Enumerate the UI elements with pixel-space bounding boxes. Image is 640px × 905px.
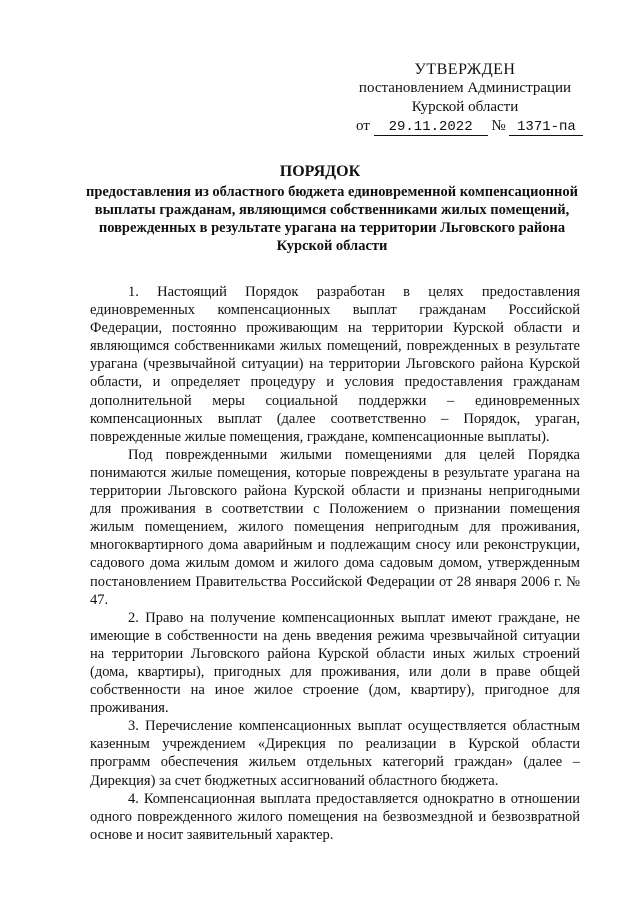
approval-number-label: № xyxy=(491,118,506,134)
document-title: ПОРЯДОК xyxy=(279,163,361,180)
approval-line-1: постановлением Администрации xyxy=(358,80,572,96)
approval-from-label: от xyxy=(356,118,370,134)
paragraph-1: 1. Настоящий Порядок разработан в целях предоставления единовременных компенсационных выплат гражданам Российской Федерации, постоянно проживающим на территории Курской области и являющимся собственниками жилых помещений, поврежденных в результате урагана (чрезвычайной ситуации) на территории Льговского района Курской области, и определяет процедуру и условия предоставления гражданам дополнительной меры социальной поддержки – единовременных компенсационных выплат (далее соответственно – Порядок, ураган, поврежденные жилые помещения, граждане, компенсационные выплаты). xyxy=(90,284,580,445)
approval-line-2: Курской области xyxy=(411,99,519,115)
paragraph-2: Под поврежденными жилыми помещениями для целей Порядка понимаются жилые помещения, которые повреждены в результате урагана на территории Льговского района Курской области и признаны непригодными для проживания в соответствии с Положением о признании помещения жилым помещением, жилого помещения непригодным для проживания, многоквартирного дома аварийным и подлежащим сносу или реконструкции, садового дома жилым домом и жилого дома садовым домом, утвержденным постановлением Правительства Российской Федерации от 28 января 2006 г. № 47. xyxy=(90,446,580,608)
approval-title: УТВЕРЖДЕН xyxy=(414,61,516,78)
approval-date-number-line xyxy=(350,117,580,136)
approval-number: 1371-па xyxy=(509,120,583,136)
document-body xyxy=(90,283,580,844)
approval-block xyxy=(350,60,580,136)
paragraph-5: 4. Компенсационная выплата предоставляется однократно в отношении одного поврежденного жилого помещения на безвозмездной и безвозвратной основе и носит заявительный характер. xyxy=(90,790,580,843)
paragraph-4: 3. Перечисление компенсационных выплат осуществляется областным казенным учреждением «Дирекция по реализации в Курской области программ обеспечения жильем отдельных категорий граждан» (далее – Дирекция) за счет бюджетных ассигнований областного бюджета. xyxy=(90,718,580,789)
approval-date: 29.11.2022 xyxy=(374,120,488,136)
document-subtitle: предоставления из областного бюджета единовременной компенсационной выплаты гражданам, являющимся собственниками жилых помещений, поврежденных в результате урагана на территории Льговского района Курской области xyxy=(85,184,579,254)
paragraph-3: 2. Право на получение компенсационных выплат имеют граждане, не имеющие в собственности на день введения режима чрезвычайной ситуации на территории Льговского района Курской области иных жилых строений (дома, квартиры), пригодных для проживания, или доли в праве общей собственности на иное жилое строение (дом, квартиру), пригодное для проживания. xyxy=(90,609,580,717)
